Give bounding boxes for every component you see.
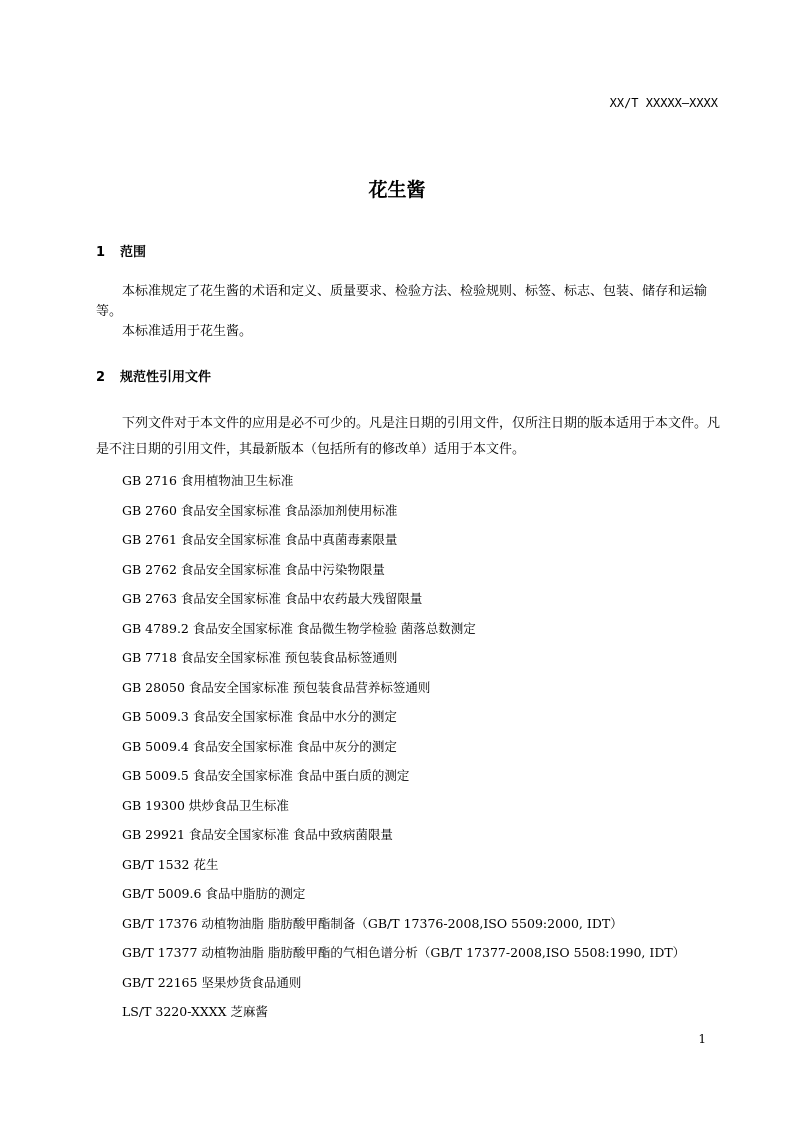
reference-list <box>122 471 685 1032</box>
reference-item: GB 29921 食品安全国家标准 食品中致病菌限量 <box>122 827 393 842</box>
section-1-heading <box>96 241 146 260</box>
reference-item: GB/T 1532 花生 <box>122 856 219 872</box>
reference-item: GB 5009.4 食品安全国家标准 食品中灰分的测定 <box>122 738 397 754</box>
reference-item: GB 7718 食品安全国家标准 预包装食品标签通则 <box>122 650 398 665</box>
section-title: 规范性引用文件 <box>120 370 212 385</box>
section-number: 1 <box>96 245 106 260</box>
section-number: 2 <box>96 370 106 385</box>
reference-item: GB 2760 食品安全国家标准 食品添加剂使用标准 <box>122 502 398 518</box>
reference-item: GB/T 17376 动植物油脂 脂肪酸甲酯制备（GB/T 17376-2008,ISO 5509:2000, IDT） <box>122 915 623 931</box>
scope-applicability-paragraph: 本标准适用于花生酱。 <box>122 324 253 339</box>
page-number: 1 <box>698 1032 706 1046</box>
reference-item: GB/T 17377 动植物油脂 脂肪酸甲酯的气相色谱分析（GB/T 17377-2008,ISO 5508:1990, IDT） <box>122 945 686 960</box>
reference-item: GB/T 22165 坚果炒货食品通则 <box>122 974 302 990</box>
reference-item: LS/T 3220-XXXX 芝麻酱 <box>122 1004 269 1019</box>
reference-item: GB 5009.5 食品安全国家标准 食品中蛋白质的测定 <box>122 768 410 783</box>
references-intro-paragraph: 下列文件对于本文件的应用是必不可少的。凡是注日期的引用文件，仅所注日期的版本适用于本文件。凡是不注日期的引用文件，其最新版本（包括所有的修改单）适用于本文件。 <box>96 416 721 457</box>
reference-item: GB 5009.3 食品安全国家标准 食品中水分的测定 <box>122 709 397 724</box>
reference-item: GB 28050 食品安全国家标准 预包装食品营养标签通则 <box>122 679 431 695</box>
reference-item: GB 2716 食用植物油卫生标准 <box>122 473 294 488</box>
section-2-heading <box>96 366 211 385</box>
reference-item: GB/T 5009.6 食品中脂肪的测定 <box>122 886 306 901</box>
reference-item: GB 2763 食品安全国家标准 食品中农药最大残留限量 <box>122 591 423 606</box>
reference-item: GB 2761 食品安全国家标准 食品中真菌毒素限量 <box>122 532 398 547</box>
section-title: 范围 <box>120 245 147 260</box>
reference-item: GB 4789.2 食品安全国家标准 食品微生物学检验 菌落总数测定 <box>122 620 476 636</box>
reference-item: GB 2762 食品安全国家标准 食品中污染物限量 <box>122 561 385 577</box>
standard-code: XX/T XXXXX—XXXX <box>609 96 718 110</box>
scope-paragraph: 本标准规定了花生酱的术语和定义、质量要求、检验方法、检验规则、标签、标志、包装、储存和运输等。 <box>96 284 708 319</box>
reference-item: GB 19300 烘炒食品卫生标准 <box>122 797 289 813</box>
document-title: 花生酱 <box>368 179 426 201</box>
